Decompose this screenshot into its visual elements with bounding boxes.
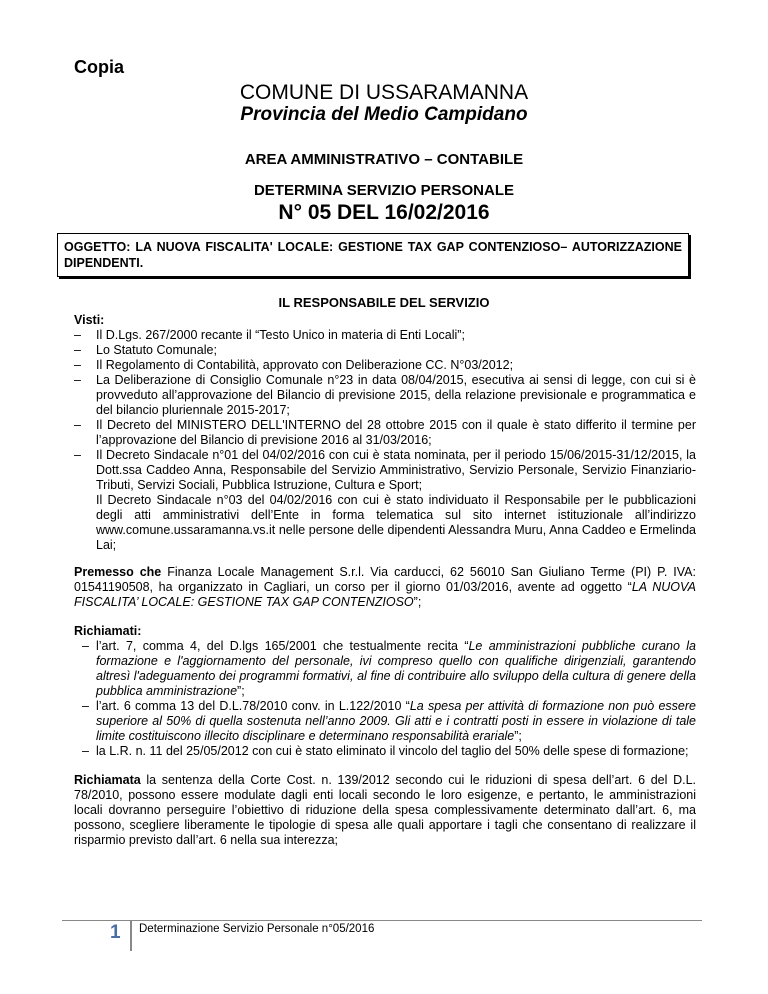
section-heading: IL RESPONSABILE DEL SERVIZIO — [278, 295, 490, 310]
subject-box: OGGETTO: LA NUOVA FISCALITA' LOCALE: GESTIONE TAX GAP CONTENZIOSO– AUTORIZZAZIONE DIPENDENTI. — [57, 233, 689, 277]
richiamati-item-1-pre: l’art. 7, comma 4, del D.lgs 165/2001 che testualmente recita “ — [96, 639, 469, 653]
richiamati-list — [74, 639, 696, 759]
premesso-end: ”; — [413, 595, 422, 609]
richiamati-item-2-pre: l’art. 6 comma 13 del D.L.78/2010 conv. in L.122/2010 “ — [96, 699, 410, 713]
visti-label: Visti: — [74, 313, 105, 327]
page-number: 1 — [110, 922, 121, 943]
premesso-text: Finanza Locale Management S.r.l. Via carducci, 62 56010 San Giuliano Terme (PI) P. IVA: 01541190508, ha organizzato in Cagliari, un corso per il giorno 01/03/2016, avente ad oggetto “ — [74, 565, 696, 594]
richiamata-text: la sentenza della Corte Cost. n. 139/2012 secondo cui le riduzioni di spesa dell’art. 6 del D.L. 78/2010, possono essere modulate dagli enti locali secondo le loro esigenze, e pertanto, le amministrazioni locali dovranno perseguire l’obiettivo di riduzione della spesa complessivamente determinato dall’art. 6, ma possono, scegliere liberamente le tipologie di spesa alle quali apportare i tagli che consentano di realizzare il risparmio previsto dall’art. 6 nella sua interezza; — [74, 773, 696, 847]
premesso-course-title: LA NUOVA FISCALITA’ LOCALE: GESTIONE TAX GAP CONTENZIOSO — [74, 580, 697, 609]
footer-text: Determinazione Servizio Personale n°05/2016 — [139, 923, 375, 935]
list-item: – la L.R. n. 11 del 25/05/2012 con cui è stato eliminato il vincolo del taglio del 50% delle spese di formazione; — [82, 744, 696, 759]
list-item: – Lo Statuto Comunale; — [74, 343, 696, 358]
document-body — [74, 313, 696, 848]
richiamati-item-1-quote: Le amministrazioni pubbliche curano la formazione e l'aggiornamento del personale, ivi compreso quello con qualifiche dirigenziali, garantendo altresì l'adeguamento dei programmi formativi, al fine di contribuire allo sviluppo della cultura di genere della pubblica amministrazione — [96, 639, 696, 698]
list-item: – La Deliberazione di Consiglio Comunale n°23 in data 08/04/2015, esecutiva ai sensi di legge, con cui si è provveduto all’approvazione del Bilancio di previsione 2015, della relazione previsionale e programmatica e del bilancio pluriennale 2015-2017; — [74, 373, 696, 418]
list-item — [82, 639, 696, 699]
determination-number: N° 05 DEL 16/02/2016 — [278, 201, 490, 224]
visti-extra-paragraph: Il Decreto Sindacale n°03 del 04/02/2016 con cui è stato individuato il Responsabile per le pubblicazioni degli atti amministrativi dell’Ente in forma telematica sul sito internet istituzionale all’indirizzo www.comune.ussaramanna.vs.it nelle persone delle dipendenti Alessandra Muru, Anna Caddeo e Ermelinda Lai; — [96, 493, 696, 552]
footer-divider — [62, 920, 702, 921]
area-title: AREA AMMINISTRATIVO – CONTABILE — [244, 151, 524, 168]
premesso-paragraph — [74, 565, 696, 610]
list-item — [82, 699, 696, 744]
province-name: Provincia del Medio Campidano — [240, 104, 528, 125]
richiamati-item-2-post: ”; — [514, 729, 522, 743]
premesso-label: Premesso che — [74, 565, 162, 579]
richiamata-paragraph — [74, 773, 696, 848]
municipality-name: COMUNE DI USSARAMANNA — [239, 81, 529, 104]
richiamati-label: Richiamati: — [74, 624, 142, 638]
footer-separator — [130, 921, 132, 951]
richiamati-item-1-post: ”; — [237, 684, 245, 698]
list-item: – Il D.Lgs. 267/2000 recante il “Testo Unico in materia di Enti Locali”; — [74, 328, 696, 343]
list-item: – Il Regolamento di Contabilità, approvato con Deliberazione CC. N°03/2012; — [74, 358, 696, 373]
determination-title: DETERMINA SERVIZIO PERSONALE — [253, 182, 515, 199]
list-item: – Il Decreto del MINISTERO DELL'INTERNO del 28 ottobre 2015 con il quale è stato differito il termine per l’approvazione del Bilancio di previsione 2016 al 31/03/2016; — [74, 418, 696, 448]
visti-list — [74, 328, 696, 493]
list-item: – Il Decreto Sindacale n°01 del 04/02/2016 con cui è stata nominata, per il periodo 15/06/2015-31/12/2015, la Dott.ssa Caddeo Anna, Responsabile del Servizio Amministrativo, Servizio Personale, Servizio Finanziario-Tributi, Servizi Sociali, Pubblica Istruzione, Cultura e Sport; — [74, 448, 696, 493]
richiamati-item-2-quote: La spesa per attività di formazione non può essere superiore al 50% di quella sostenuta nell’anno 2009. Gli atti e i contratti posti in essere in violazione di tale limite costituiscono illecito disciplinare e determinano responsabilità erariale — [96, 699, 696, 743]
richiamata-label: Richiamata — [74, 773, 141, 787]
copy-label: Copia — [74, 57, 125, 77]
